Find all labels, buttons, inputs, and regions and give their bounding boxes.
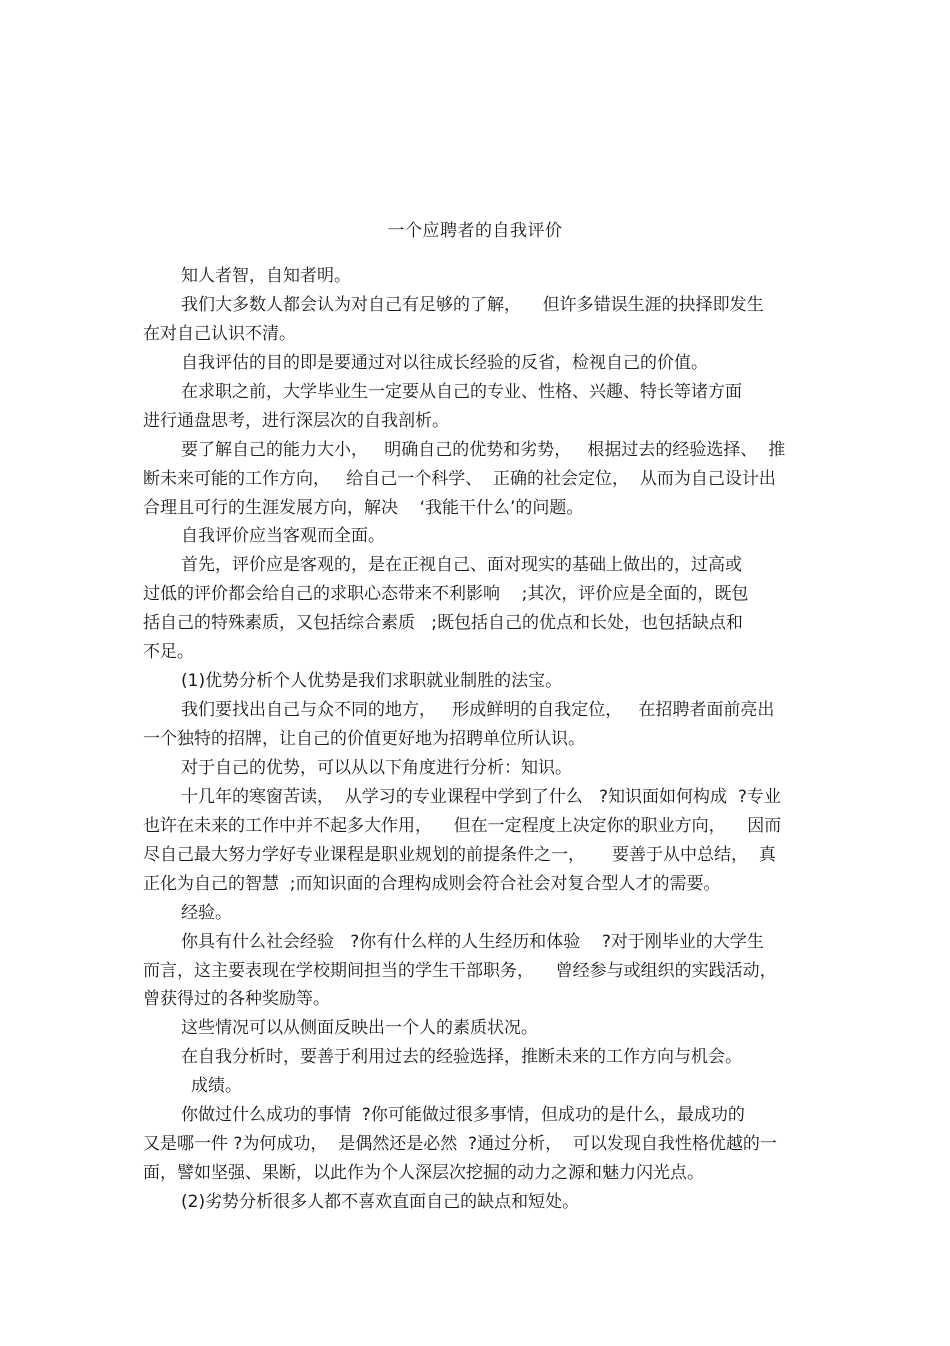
text-line: 过低的评价都会给自己的求职心态带来不利影响 ;其次，评价应是全面的，既包 (143, 584, 749, 605)
text-line: 进行通盘思考，进行深层次的自我剖析。 (143, 410, 449, 431)
text-line: 对于自己的优势，可以从以下角度进行分析：知识。 (181, 757, 572, 778)
document-body (143, 262, 815, 1217)
text-line: 成绩。 (191, 1076, 242, 1097)
text-line: (2)劣势分析很多人都不喜欢直面自己的缺点和短处。 (181, 1192, 580, 1212)
text-line: 又是哪一件 ?为何成功， 是偶然还是必然 ?通过分析， 可以发现自我性格优越的一 (143, 1134, 777, 1155)
text-line: 你做过什么成功的事情 ?你可能做过很多事情，但成功的是什么，最成功的 (181, 1105, 745, 1126)
text-line: (1)优势分析个人优势是我们求职就业制胜的法宝。 (181, 671, 563, 692)
text-line: 括自己的特殊素质，又包括综合素质 ;既包括自己的优点和长处，也包括缺点和 (143, 613, 743, 634)
text-line: 面，譬如坚强、果断，以此作为个人深层次挖掘的动力之源和魅力闪光点。 (143, 1163, 704, 1184)
text-line: 我们大多数人都会认为对自己有足够的了解， 但许多错误生涯的抉择即发生 (181, 294, 764, 315)
text-line: 正化为自己的智慧 ;而知识面的合理构成则会符合社会对复合型人才的需要。 (143, 873, 721, 894)
text-line: 要了解自己的能力大小， 明确自己的优势和劣势， 根据过去的经验选择、 推 (181, 439, 786, 460)
text-line: 一个独特的招牌，让自己的价值更好地为招聘单位所认识。 (143, 729, 585, 749)
text-line: 而言，这主要表现在学校期间担当的学生干部职务， 曾经参与或组织的实践活动， (143, 960, 777, 981)
text-line: 合理且可行的生涯发展方向，解决 ‘我能干什么’的问题。 (143, 497, 584, 518)
text-line: 自我评估的目的即是要通过对以往成长经验的反省，检视自己的价值。 (181, 352, 708, 373)
text-line: 你具有什么社会经验 ?你有什么样的人生经历和体验 ?对于刚毕业的大学生 (181, 931, 764, 952)
text-line: 断未来可能的工作方向， 给自己一个科学、 正确的社会定位， 从而为自己设计出 (143, 468, 776, 489)
text-line: 我们要找出自己与众不同的地方， 形成鲜明的自我定位， 在招聘者面前亮出 (181, 700, 775, 721)
text-line: 知人者智，自知者明。 (181, 266, 351, 286)
text-line: 不足。 (143, 642, 194, 663)
text-line: 尽自己最大努力学好专业课程是职业规划的前提条件之一， 要善于从中总结， 真 (143, 844, 776, 865)
text-line: 经验。 (181, 902, 232, 923)
text-line: 也许在未来的工作中并不起多大作用， 但在一定程度上决定你的职业方向， 因而 (143, 815, 782, 836)
text-line: 自我评价应当客观而全面。 (181, 526, 385, 547)
text-line: 这些情况可以从侧面反映出一个人的素质状况。 (181, 1018, 538, 1039)
document-title: 一个应聘者的自我评价 (387, 221, 563, 241)
text-line: 曾获得过的各种奖励等。 (143, 989, 330, 1010)
text-line: 首先，评价应是客观的，是在正视自己、面对现实的基础上做出的，过高或 (181, 555, 742, 576)
text-line: 十几年的寒窗苦读， 从学习的专业课程中学到了什么 ?知识面如何构成 ?专业 (181, 786, 781, 807)
text-line: 在求职之前，大学毕业生一定要从自己的专业、性格、兴趣、特长等诸方面 (181, 381, 742, 402)
text-line: 在自我分析时，要善于利用过去的经验选择，推断未来的工作方向与机会。 (181, 1047, 742, 1068)
text-line: 在对自己认识不清。 (143, 323, 296, 344)
